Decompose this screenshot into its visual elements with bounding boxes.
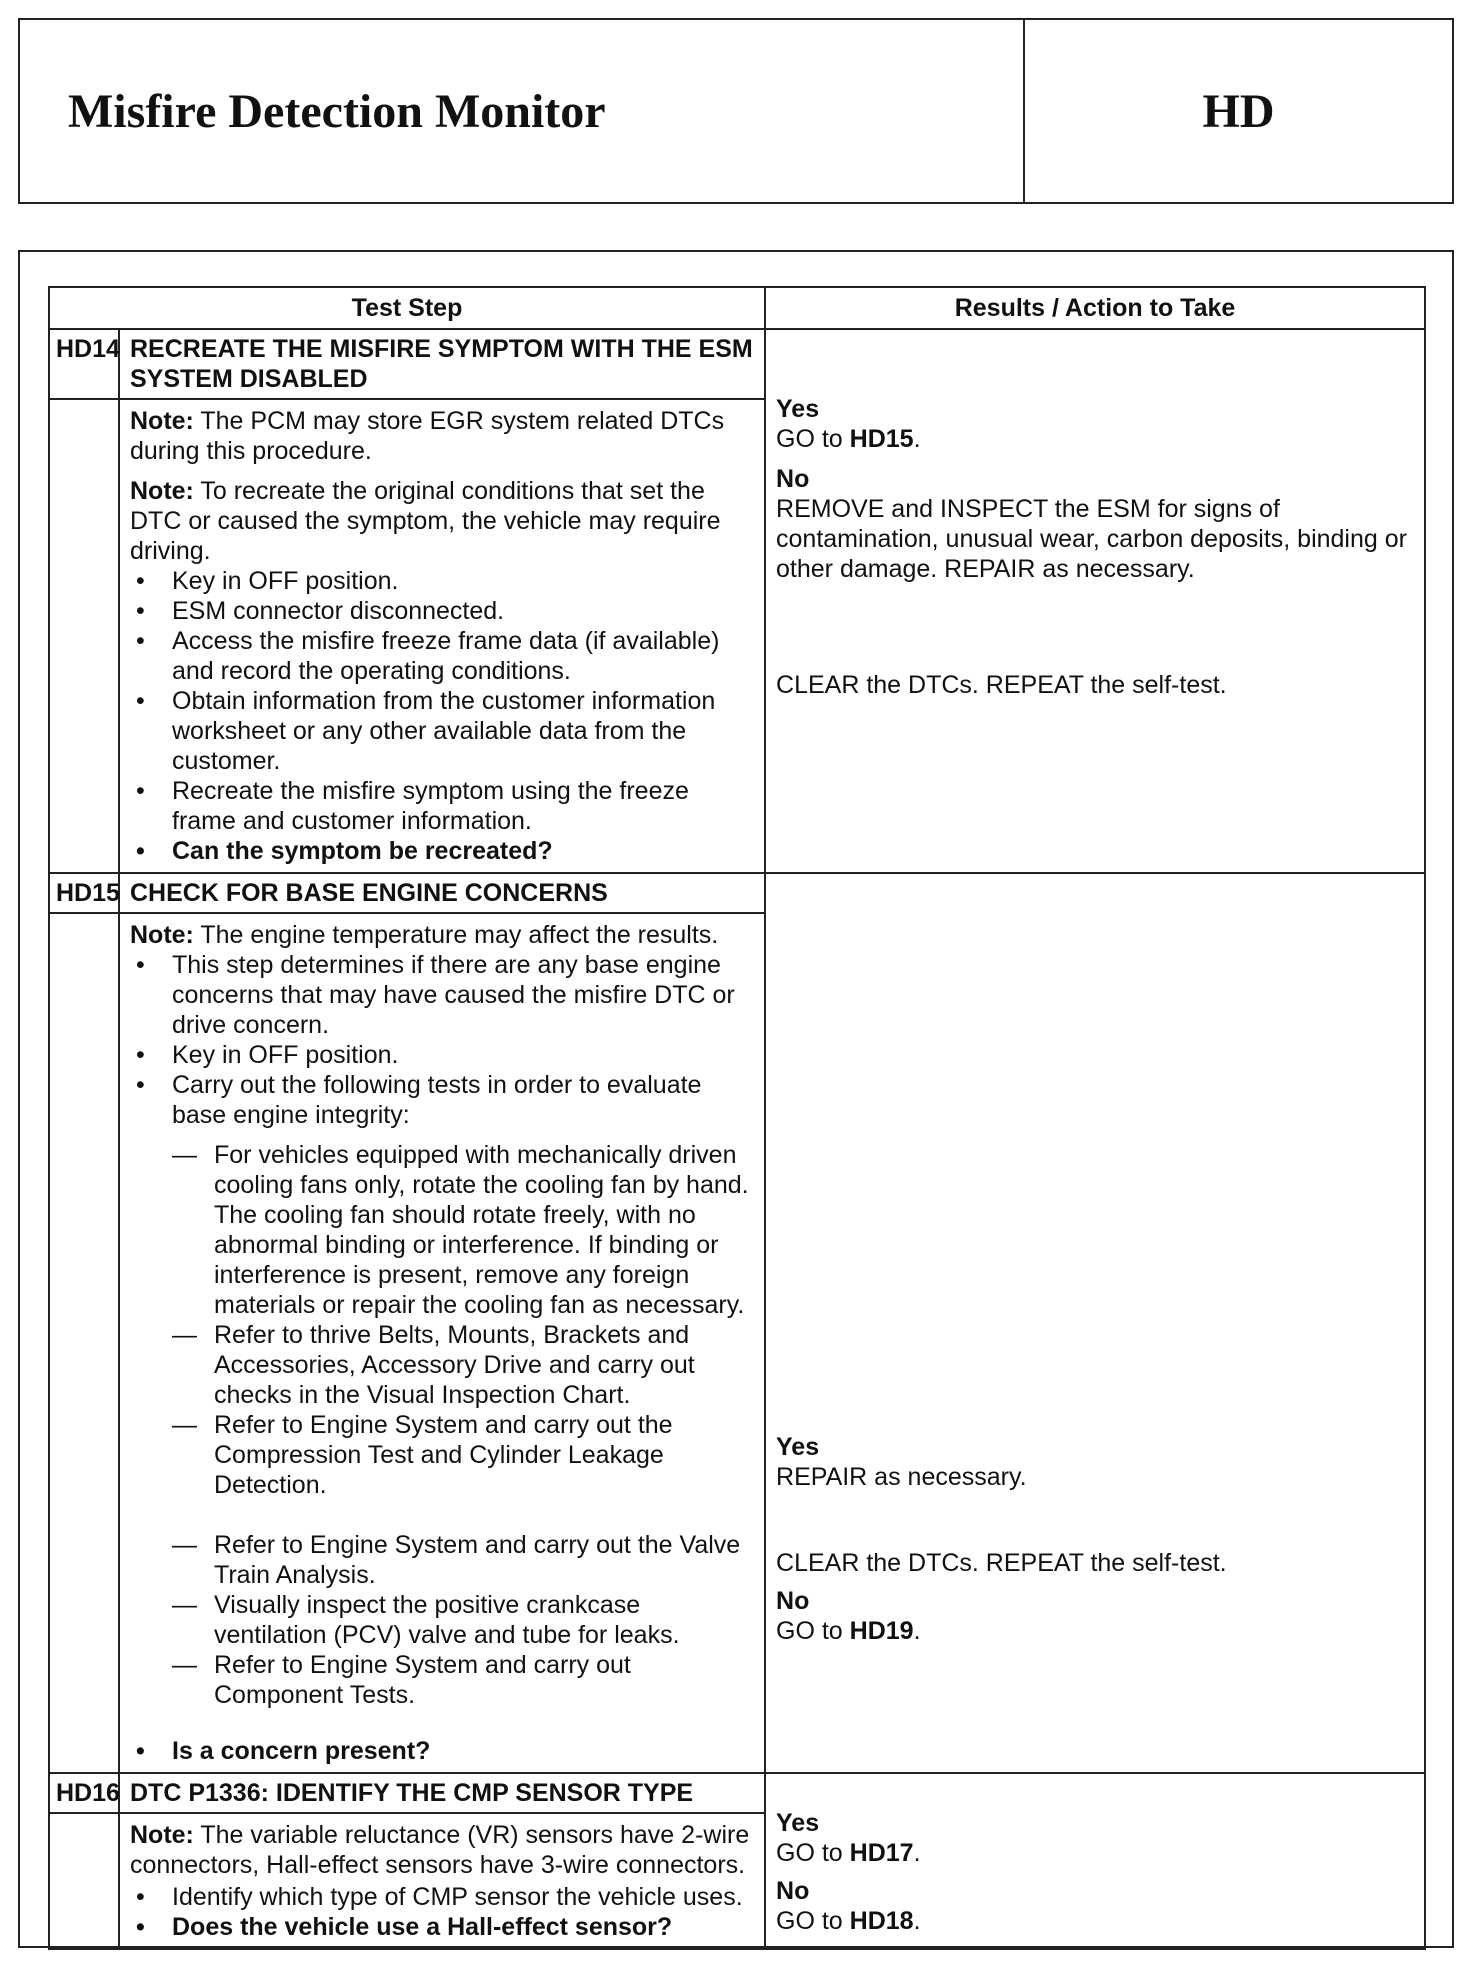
step-title-line: SYSTEM DISABLED — [130, 365, 368, 393]
step-body — [119, 1813, 765, 1949]
dash-list — [130, 1140, 754, 1710]
list-item: • Identify which type of CMP sensor the vehicle uses. — [130, 1882, 754, 1912]
list-item: — Refer to Engine System and carry out the Valve Train Analysis. — [130, 1530, 754, 1590]
list-item: • Recreate the misfire symptom using the freeze frame and customer information. — [130, 776, 754, 836]
no-action: GO to HD18. — [776, 1907, 921, 1935]
step-question: • Does the vehicle use a Hall-effect sensor? — [130, 1912, 754, 1942]
col-header-test-step: Test Step — [49, 287, 765, 329]
note: Note: To recreate the original conditions that set the DTC or caused the symptom, the vehicle may require driving. — [130, 477, 721, 565]
step-id: HD14 — [49, 329, 119, 399]
note: Note: The engine temperature may affect the results. — [130, 921, 719, 949]
yes-label: Yes — [776, 1809, 820, 1837]
no-label: No — [776, 1587, 810, 1615]
step-title-row — [49, 329, 1425, 399]
list-item: • Key in OFF position. — [130, 1040, 754, 1070]
list-item: — Visually inspect the positive crankcase ventilation (PCV) valve and tube for leaks. — [130, 1590, 754, 1650]
step-results — [765, 329, 1425, 873]
no-label: No — [776, 465, 810, 493]
yes-action: REPAIR as necessary. — [776, 1463, 1027, 1491]
step-id: HD16 — [49, 1773, 119, 1813]
step-title: CHECK FOR BASE ENGINE CONCERNS — [119, 873, 765, 913]
bullet-list — [130, 1882, 754, 1942]
step-title — [119, 329, 765, 399]
step-results — [765, 873, 1425, 1773]
bullet-list — [130, 566, 754, 866]
bullet-list — [130, 950, 754, 1130]
step-question: • Can the symptom be recreated? — [130, 836, 754, 866]
diagnostic-table — [48, 286, 1426, 1950]
page-header — [18, 18, 1454, 204]
step-title-line: RECREATE THE MISFIRE SYMPTOM WITH THE ESM — [130, 335, 753, 363]
list-item: • This step determines if there are any base engine concerns that may have caused the misfire DTC or drive concern. — [130, 950, 754, 1040]
list-item: • Access the misfire freeze frame data (if available) and record the operating conditions. — [130, 626, 754, 686]
note: Note: The variable reluctance (VR) sensors have 2-wire connectors, Hall-effect sensors have 3-wire connectors. — [130, 1821, 750, 1879]
col-header-results: Results / Action to Take — [765, 287, 1425, 329]
no-action-followup: CLEAR the DTCs. REPEAT the self-test. — [776, 671, 1227, 699]
step-title-row — [49, 1773, 1425, 1813]
list-item: — Refer to thrive Belts, Mounts, Brackets and Accessories, Accessory Drive and carry out checks in the Visual Inspection Chart. — [130, 1320, 754, 1410]
page-title: Misfire Detection Monitor — [20, 20, 1025, 202]
yes-action: GO to HD17. — [776, 1839, 921, 1867]
note: Note: The PCM may store EGR system related DTCs during this procedure. — [130, 407, 725, 465]
list-item: • Key in OFF position. — [130, 566, 754, 596]
step-id: HD15 — [49, 873, 119, 913]
no-action: GO to HD19. — [776, 1617, 921, 1645]
list-item: • Obtain information from the customer information worksheet or any other available data from the customer. — [130, 686, 754, 776]
no-label: No — [776, 1877, 810, 1905]
step-title-row — [49, 873, 1425, 913]
list-item: • ESM connector disconnected. — [130, 596, 754, 626]
step-results — [765, 1773, 1425, 1949]
list-item: — Refer to Engine System and carry out Component Tests. — [130, 1650, 754, 1710]
no-action: REMOVE and INSPECT the ESM for signs of contamination, unusual wear, carbon deposits, binding or other damage. REPAIR as necessary. — [776, 495, 1407, 583]
step-question: • Is a concern present? — [130, 1736, 754, 1766]
table-header-row — [49, 287, 1425, 329]
section-code: HD — [1202, 84, 1275, 138]
step-title: DTC P1336: IDENTIFY THE CMP SENSOR TYPE — [119, 1773, 765, 1813]
yes-action-followup: CLEAR the DTCs. REPEAT the self-test. — [776, 1549, 1227, 1577]
yes-label: Yes — [776, 395, 820, 423]
bullet-list — [130, 1736, 754, 1766]
yes-action: GO to HD15. — [776, 425, 921, 453]
list-item: — Refer to Engine System and carry out the Compression Test and Cylinder Leakage Detection. — [130, 1410, 754, 1500]
step-body — [119, 913, 765, 1773]
list-item: — For vehicles equipped with mechanically driven cooling fans only, rotate the cooling fan by hand. The cooling fan should rotate freely, with no abnormal binding or interference. If binding or interference is present, remove any foreign materials or repair the cooling fan as necessary. — [130, 1140, 754, 1320]
step-body — [119, 399, 765, 873]
list-item: • Carry out the following tests in order to evaluate base engine integrity: — [130, 1070, 754, 1130]
yes-label: Yes — [776, 1433, 820, 1461]
